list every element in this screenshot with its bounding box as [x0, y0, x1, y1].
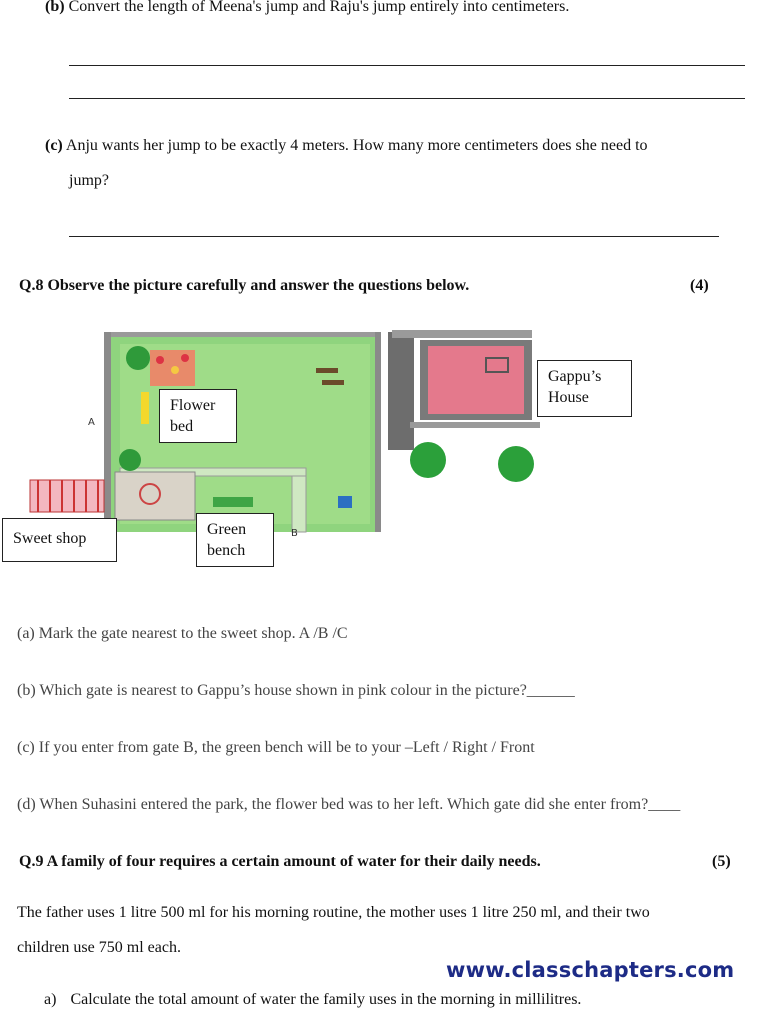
road: [388, 332, 414, 450]
bench-label-line2: bench: [207, 542, 246, 559]
q9a-text: Calculate the total amount of water the family uses in the morning in millilitres.: [70, 991, 582, 1008]
park-wall-left: [104, 332, 111, 532]
house-fence: [410, 422, 540, 428]
gappu-house-label: [537, 360, 632, 417]
answer-line-1[interactable]: [69, 65, 745, 66]
q7b-line: [45, 0, 569, 17]
sandpit: [115, 472, 195, 520]
q8-question-a: (a) Mark the gate nearest to the sweet shop. A /B /C: [17, 625, 348, 642]
q9-body-2: children use 750 ml each.: [17, 939, 181, 956]
park-wall-top: [108, 332, 380, 337]
green-bench: [213, 497, 253, 507]
q9-body-1: The father uses 1 litre 500 ml for his morning routine, the mother uses 1 litre 250 ml, and their two: [17, 904, 650, 921]
green-bench-label: [196, 513, 274, 567]
see-saw-1: [316, 368, 338, 373]
bench-label-line1: Green: [207, 521, 247, 538]
outside-tree-1: [410, 442, 446, 478]
q7b-label: (b): [45, 0, 65, 15]
flower-2: [171, 366, 179, 374]
answer-line-2[interactable]: [69, 98, 745, 99]
q9a-label: a): [44, 991, 57, 1008]
q9-marks: (5): [712, 853, 731, 870]
gate-b-letter: B: [291, 528, 298, 539]
flower-3: [181, 354, 189, 362]
flower-label-line1: Flower: [170, 397, 216, 414]
q8-question-b: (b) Which gate is nearest to Gappu’s house shown in pink colour in the picture?______: [17, 682, 575, 699]
sweet-shop-text: Sweet shop: [13, 530, 87, 547]
answer-line-3[interactable]: [69, 236, 719, 237]
flower-label-line2: bed: [170, 418, 194, 435]
q8-question-c: (c) If you enter from gate B, the green bench will be to your –Left / Right / Front: [17, 739, 535, 756]
q9a-line: [44, 990, 581, 1010]
q7c-label: (c): [45, 137, 63, 154]
path-vertical: [292, 470, 306, 532]
q8-question-d: (d) When Suhasini entered the park, the flower bed was to her left. Which gate did she enter from?____: [17, 796, 681, 813]
outside-tree-2: [498, 446, 534, 482]
park-wall-right: [375, 332, 381, 532]
q7b-text: Convert the length of Meena's jump and Raju's jump entirely into centimeters.: [68, 0, 570, 15]
flower-1: [156, 356, 164, 364]
yellow-marker: [141, 392, 149, 424]
sweet-shop-building: [30, 480, 104, 512]
q8-marks: (4): [690, 277, 709, 294]
gappu-label-line2: House: [548, 389, 589, 406]
gappu-label-line1: Gappu’s: [548, 368, 602, 385]
gappu-house-roof: [428, 346, 524, 414]
blue-object: [338, 496, 352, 508]
q7c-text-1: Anju wants her jump to be exactly 4 meters. How many more centimeters does she need to: [65, 137, 648, 154]
q9-heading: Q.9 A family of four requires a certain amount of water for their daily needs.: [19, 853, 541, 870]
q8-heading: Q.8 Observe the picture carefully and answer the questions below.: [19, 277, 470, 294]
see-saw-2: [322, 380, 344, 385]
sweet-shop-label: [2, 518, 117, 562]
q7c-text-2: jump?: [69, 172, 109, 189]
park-tree-1: [126, 346, 150, 370]
park-tree-2: [119, 449, 141, 471]
flower-bed-label: [159, 389, 237, 443]
watermark: www.classchapters.com: [446, 958, 735, 982]
gate-a-letter: A: [88, 417, 95, 428]
q7c-line: [45, 136, 648, 156]
road-top: [392, 330, 532, 338]
